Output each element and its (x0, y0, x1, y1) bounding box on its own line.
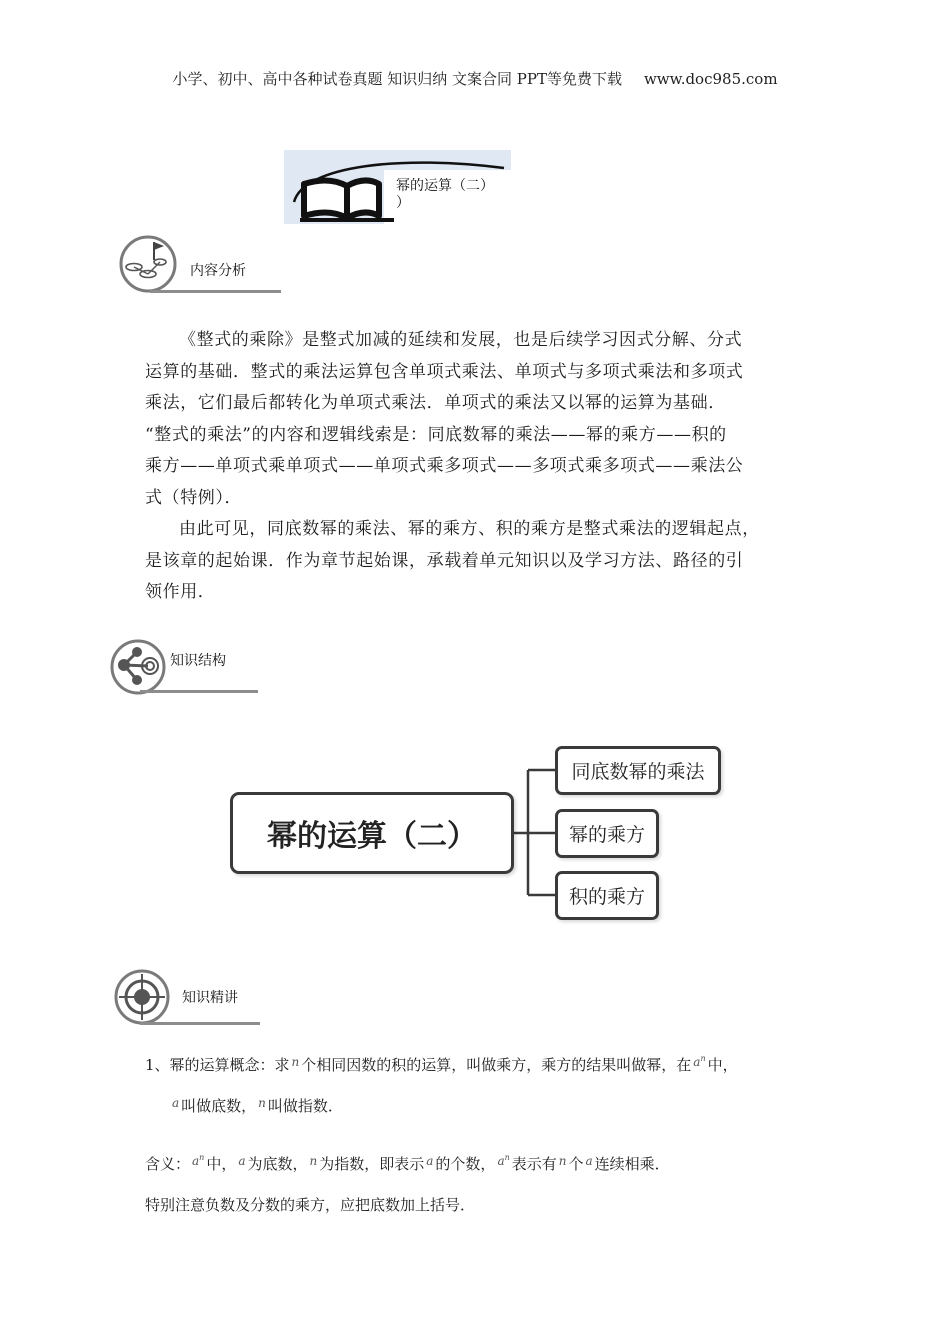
var-n: n (258, 1096, 266, 1110)
section-title-analysis: 内容分析 (190, 263, 246, 279)
var-a: a (426, 1154, 434, 1168)
var-a-n (691, 1055, 707, 1069)
lecture-text: 中， (206, 1155, 237, 1173)
section-underline (150, 290, 281, 293)
header-text: 小学、初中、高中各种试卷真题 知识归纳 文案合同 PPT等免费下载 (172, 70, 622, 88)
analysis-line: 由此可见，同底数幂的乘法、幂的乘方、积的乘方是整式乘法的逻辑起点， (179, 519, 760, 539)
analysis-line: 式（特例）． (145, 487, 243, 508)
var-a-n-exp: n (199, 1153, 205, 1162)
page-header (0, 68, 950, 89)
mindmap-node: 同底数幂的乘法 (555, 746, 721, 795)
network-nodes-icon (108, 638, 174, 698)
section-title-lecture: 知识精讲 (182, 990, 238, 1006)
analysis-line: “整式的乘法”的内容和逻辑线索是：同底数幂的乘法——幂的乘方——积的 (145, 424, 727, 445)
lecture-text: 1、幂的运算概念：求 (145, 1056, 290, 1074)
analysis-line: 乘方——单项式乘单项式——单项式乘多项式——多项式乘多项式——乘法公 (145, 456, 744, 476)
analysis-line: 是该章的起始课．作为章节起始课，承载着单元知识以及学习方法、路径的引 (145, 550, 744, 571)
analysis-line: 运算的基础．整式的乘法运算包含单项式乘法、单项式与多项式乘法和多项式 (145, 361, 744, 382)
lecture-text: 为指数，即表示 (319, 1155, 425, 1173)
lecture-text: 叫做指数． (267, 1097, 343, 1115)
lecture-text: 个 (568, 1155, 584, 1173)
lecture-text: 的个数， (435, 1155, 496, 1173)
header-site[interactable]: www.doc985.com (643, 70, 778, 88)
var-a: a (238, 1154, 246, 1168)
section-underline (140, 1022, 260, 1025)
var-a-n-exp: n (700, 1054, 706, 1063)
lecture-text: 表示有 (511, 1155, 557, 1173)
lecture-text: 个相同因数的积的运算，叫做乘方，乘方的结果叫做幂，在 (301, 1056, 692, 1074)
lecture-text: 含义： (145, 1155, 191, 1173)
banner-title-line1: 幂的运算（二） (396, 178, 494, 194)
lecture-text: 叫做底数， (181, 1097, 257, 1115)
flag-target-icon (116, 234, 182, 294)
banner-title (396, 178, 511, 212)
var-n: n (291, 1055, 300, 1069)
var-a-n-base: a (693, 1055, 701, 1069)
var-a: a (585, 1154, 593, 1168)
mindmap-node: 积的乘方 (555, 871, 659, 920)
var-a-n-base: a (497, 1154, 505, 1168)
var-a-n-base: a (192, 1154, 200, 1168)
section-underline (140, 690, 258, 693)
lecture-text: 为底数， (247, 1155, 308, 1173)
lecture-line-1 (145, 1054, 738, 1075)
lecture-line-4: 特别注意负数及分数的乘方，应把底数加上括号． (145, 1196, 476, 1214)
var-n: n (558, 1154, 567, 1168)
var-n: n (309, 1154, 318, 1168)
mindmap-root: 幂的运算（二） (230, 792, 514, 874)
analysis-line: 领作用． (145, 582, 216, 602)
mindmap-node: 幂的乘方 (555, 809, 659, 858)
analysis-line: 《整式的乘除》是整式加减的延续和发展，也是后续学习因式分解、分式 (179, 330, 743, 350)
lecture-line-3 (145, 1153, 670, 1174)
section-title-structure: 知识结构 (170, 653, 226, 669)
analysis-line: 乘法，它们最后都转化为单项式乘法．单项式的乘法又以幂的运算为基础． (145, 393, 726, 413)
analysis-text (145, 325, 810, 609)
banner-title-line2: ） (396, 195, 410, 211)
crosshair-target-icon (112, 968, 178, 1028)
lecture-text: 连续相乘． (594, 1155, 670, 1173)
var-a-n (190, 1154, 206, 1168)
lecture-line-2 (170, 1095, 343, 1116)
var-a-n (495, 1154, 511, 1168)
var-a-n-exp: n (504, 1153, 510, 1162)
lecture-text: 中， (707, 1056, 738, 1074)
var-a: a (172, 1096, 180, 1110)
